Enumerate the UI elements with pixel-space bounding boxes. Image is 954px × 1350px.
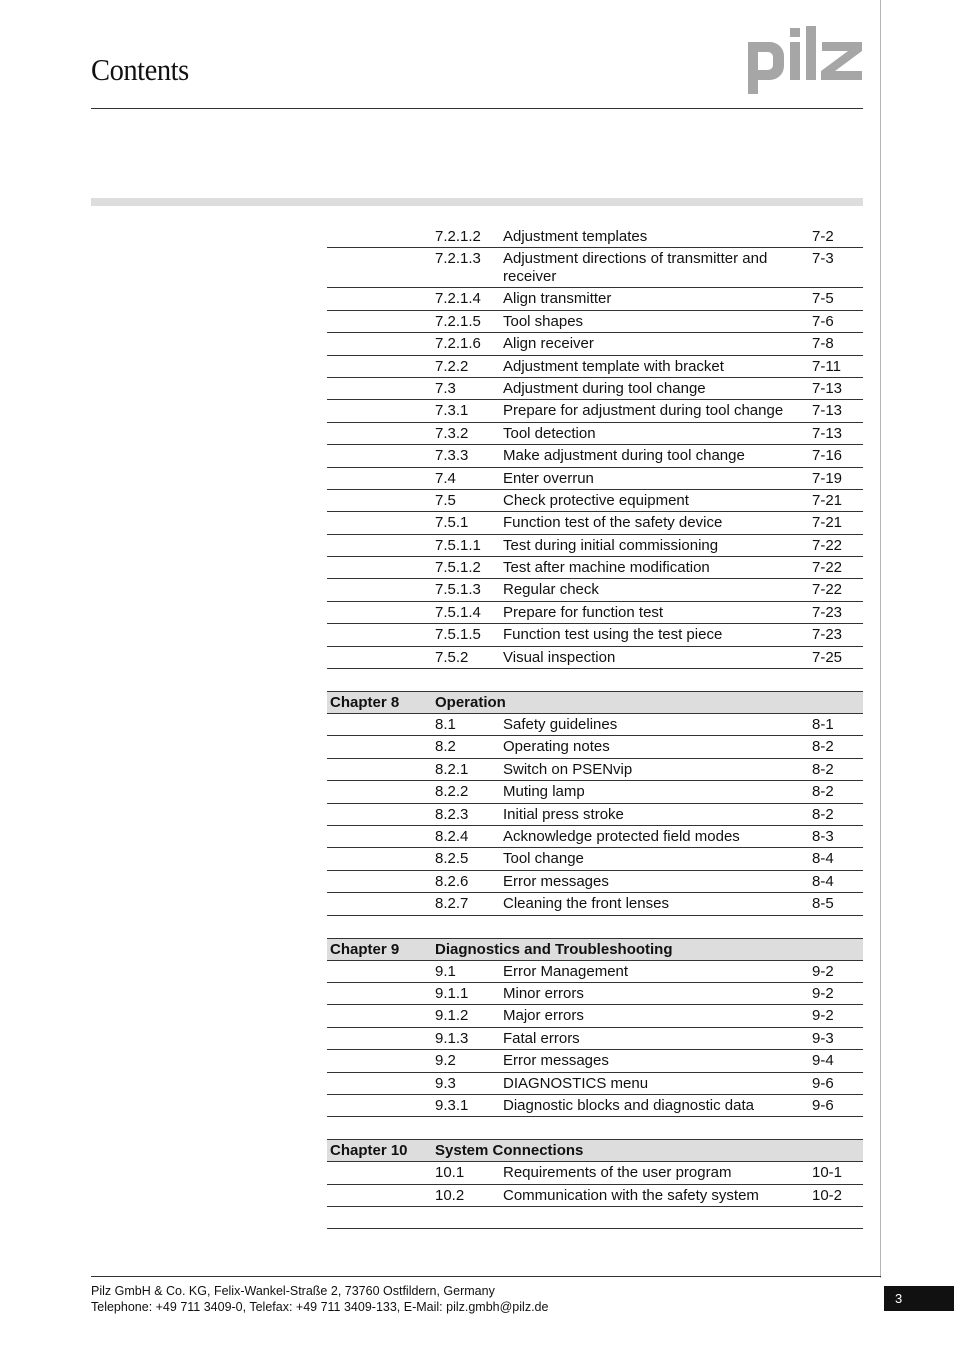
table-of-contents (327, 226, 863, 1229)
toc-entry-number: 9.1.1 (435, 984, 469, 1002)
toc-entry-title: Align receiver (503, 335, 594, 353)
toc-entry-title: Adjustment template with bracket (503, 357, 724, 375)
toc-entry-page: 7-11 (812, 357, 841, 375)
toc-entry-page: 8-5 (812, 895, 834, 913)
toc-entry-page: 7-3 (812, 250, 834, 268)
toc-entry[interactable] (327, 400, 863, 422)
toc-entry[interactable] (327, 961, 863, 983)
header-rule (91, 108, 863, 109)
toc-entry-page: 9-2 (812, 984, 834, 1002)
toc-entry-page: 7-6 (812, 312, 834, 330)
toc-entry-page: 9-3 (812, 1029, 834, 1047)
toc-entry-number: 7.2.1.5 (435, 312, 481, 330)
pilz-logo-mark (746, 18, 866, 98)
toc-entry-title: Operating notes (503, 738, 610, 756)
toc-entry-title: Communication with the safety system (503, 1186, 759, 1204)
toc-entry-title: Switch on PSENvip (503, 760, 633, 778)
toc-entry[interactable] (327, 356, 863, 378)
toc-entry-number: 7.3.2 (435, 424, 469, 442)
toc-entry[interactable] (327, 557, 863, 579)
toc-entry-title: Tool detection (503, 424, 596, 442)
toc-entry-title: Check protective equipment (503, 491, 689, 509)
toc-entry-number: 7.3.3 (435, 447, 469, 465)
toc-entry[interactable] (327, 288, 863, 310)
toc-entry-page: 9-2 (812, 962, 834, 980)
footer-address (91, 1283, 548, 1315)
toc-entry-number: 7.5.2 (435, 648, 469, 666)
toc-entry[interactable] (327, 647, 863, 669)
toc-entry-number: 7.5.1.2 (435, 559, 481, 577)
toc-entry-page: 7-22 (812, 581, 843, 599)
toc-entry-title: Prepare for function test (503, 603, 664, 621)
toc-entry[interactable] (327, 1005, 863, 1027)
toc-entry-title: Acknowledge protected field modes (503, 827, 740, 845)
toc-entry-page: 7-5 (812, 290, 834, 308)
toc-entry-number: 8.2.5 (435, 850, 469, 868)
toc-entry-number: 10.2 (435, 1186, 465, 1204)
right-margin-rule (880, 0, 881, 1278)
toc-entry-page: 7-13 (812, 379, 843, 397)
toc-entry-page: 9-6 (812, 1074, 834, 1092)
toc-entry[interactable] (327, 512, 863, 534)
toc-entry-title: Fatal errors (503, 1029, 580, 1047)
toc-entry[interactable] (327, 1095, 863, 1117)
toc-entry[interactable] (327, 804, 863, 826)
toc-entry-title: Enter overrun (503, 469, 594, 487)
toc-entry[interactable] (327, 714, 863, 736)
toc-entry-page: 10-2 (812, 1186, 843, 1204)
toc-entry-number: 7.2.1.3 (435, 250, 481, 268)
toc-entry-page: 9-6 (812, 1096, 834, 1114)
toc-entry-title: Cleaning the front lenses (503, 895, 669, 913)
toc-entry-page: 7-25 (812, 648, 843, 666)
toc-entry-number: 7.4 (435, 469, 456, 487)
toc-entry-title: Adjustment during tool change (503, 379, 706, 397)
toc-entry-title: Adjustment directions of transmitter and receiver (503, 250, 768, 286)
footer-line-contact: Telephone: +49 711 3409-0, Telefax: +49 711 3409-133, E-Mail: pilz.gmbh@pilz.de (91, 1300, 549, 1314)
toc-entry-title: Tool change (503, 850, 584, 868)
toc-entry-title: Visual inspection (503, 648, 616, 666)
toc-entry[interactable] (327, 535, 863, 557)
toc-entry-title: Error messages (503, 872, 609, 890)
toc-entry-page: 7-8 (812, 335, 834, 353)
toc-entry-title: Major errors (503, 1007, 584, 1025)
chapter-label: Chapter 10 (330, 1142, 408, 1160)
chapter-heading (327, 1139, 863, 1162)
toc-entry[interactable] (327, 983, 863, 1005)
toc-entry-number: 7.2.1.6 (435, 335, 481, 353)
toc-entry-page: 7-22 (812, 559, 843, 577)
toc-entry-number: 8.2.7 (435, 895, 469, 913)
toc-entry-number: 8.2.1 (435, 760, 469, 778)
toc-entry-page: 8-1 (812, 716, 834, 734)
toc-entry-title: Align transmitter (503, 290, 612, 308)
section-gap (327, 669, 863, 691)
toc-entry-number: 7.5 (435, 491, 456, 509)
toc-entry-number: 8.2 (435, 738, 456, 756)
section-band (91, 198, 863, 206)
toc-entry[interactable] (327, 490, 863, 512)
toc-entry-title: Adjustment templates (503, 228, 648, 245)
pilz-logo (746, 18, 866, 98)
toc-entry-title: Test during initial commissioning (503, 536, 719, 554)
toc-entry-number: 8.1 (435, 716, 456, 734)
toc-entry-page: 9-2 (812, 1007, 834, 1025)
toc-entry-number: 7.3 (435, 379, 456, 397)
toc-entry-number: 7.5.1.5 (435, 626, 481, 644)
toc-entry-title: Muting lamp (503, 783, 585, 801)
toc-entry-page: 7-16 (812, 447, 843, 465)
toc-entry-number: 10.1 (435, 1164, 465, 1182)
toc-entry-page: 8-2 (812, 783, 834, 801)
toc-entry-title: Diagnostic blocks and diagnostic data (503, 1096, 754, 1114)
toc-entry-number: 9.3 (435, 1074, 456, 1092)
toc-entry-page: 8-2 (812, 805, 834, 823)
toc-entry-number: 8.2.2 (435, 783, 469, 801)
section-gap (327, 916, 863, 938)
chapter-heading (327, 938, 863, 961)
toc-entry-page: 10-1 (812, 1164, 843, 1182)
toc-entry-title: Function test of the safety device (503, 514, 723, 532)
toc-entry-page: 8-4 (812, 872, 834, 890)
toc-entry-title: Safety guidelines (503, 716, 618, 734)
toc-entry[interactable] (327, 759, 863, 781)
footer-rule (91, 1276, 881, 1277)
chapter-title: System Connections (435, 1142, 584, 1160)
toc-entry[interactable] (327, 826, 863, 848)
toc-entry-title: Test after machine modification (503, 559, 710, 577)
toc-entry-title: Initial press stroke (503, 805, 624, 823)
chapter-title: Diagnostics and Troubleshooting (435, 940, 673, 958)
toc-entry-title: Regular check (503, 581, 599, 599)
toc-entry-page: 7-13 (812, 424, 843, 442)
toc-entry[interactable] (327, 311, 863, 333)
toc-blank-row (327, 1207, 863, 1229)
toc-entry-page: 7-2 (812, 228, 834, 245)
toc-entry[interactable] (327, 736, 863, 758)
toc-entry-number: 9.1 (435, 962, 456, 980)
toc-entry[interactable] (327, 423, 863, 445)
chapter-title: Operation (435, 694, 506, 712)
toc-entry-page: 7-22 (812, 536, 843, 554)
toc-entry[interactable] (327, 1028, 863, 1050)
toc-entry-page: 7-23 (812, 603, 843, 621)
toc-entry[interactable] (327, 1162, 863, 1184)
toc-entry-number: 8.2.4 (435, 827, 469, 845)
toc-entry-page: 7-23 (812, 626, 843, 644)
toc-entry-number: 8.2.3 (435, 805, 469, 823)
toc-entry[interactable] (327, 1050, 863, 1072)
toc-entry-title: Minor errors (503, 984, 584, 1002)
toc-entry[interactable] (327, 333, 863, 355)
toc-entry-page: 7-21 (812, 514, 843, 532)
toc-entry-page: 8-2 (812, 738, 834, 756)
toc-entry[interactable] (327, 624, 863, 646)
chapter-label: Chapter 8 (330, 694, 400, 712)
toc-entry-title: Tool shapes (503, 312, 584, 330)
toc-entry-number: 7.2.2 (435, 357, 469, 375)
toc-entry-page: 8-3 (812, 827, 834, 845)
page-title: Contents (91, 52, 189, 87)
toc-entry-title: DIAGNOSTICS menu (503, 1074, 649, 1092)
toc-entry-number: 7.2.1.4 (435, 290, 481, 308)
chapter-label: Chapter 9 (330, 940, 400, 958)
toc-entry-title: Error Management (503, 962, 629, 980)
toc-entry-page: 7-19 (812, 469, 843, 487)
toc-entry-number: 7.2.1.2 (435, 228, 481, 245)
toc-entry[interactable] (327, 378, 863, 400)
toc-entry-number: 9.2 (435, 1052, 456, 1070)
toc-entry[interactable] (327, 226, 863, 248)
toc-entry[interactable] (327, 871, 863, 893)
toc-entry[interactable] (327, 1073, 863, 1095)
toc-entry[interactable] (327, 248, 863, 288)
toc-entry[interactable] (327, 468, 863, 490)
toc-entry-page: 9-4 (812, 1052, 834, 1070)
toc-entry-number: 7.5.1 (435, 514, 469, 532)
toc-entry-page: 7-13 (812, 402, 843, 420)
toc-entry-number: 7.5.1.4 (435, 603, 481, 621)
footer-line-company: Pilz GmbH & Co. KG, Felix-Wankel-Straße 2, 73760 Ostfildern, Germany (91, 1284, 495, 1298)
toc-entry-title: Requirements of the user program (503, 1164, 732, 1182)
chapter-heading (327, 691, 863, 714)
toc-entry-title: Prepare for adjustment during tool change (503, 402, 784, 420)
toc-entry-title: Make adjustment during tool change (503, 447, 745, 465)
section-gap (327, 1117, 863, 1139)
toc-entry[interactable] (327, 445, 863, 467)
toc-entry-title: Error messages (503, 1052, 609, 1070)
toc-entry-number: 9.3.1 (435, 1096, 469, 1114)
toc-entry[interactable] (327, 602, 863, 624)
toc-entry[interactable] (327, 848, 863, 870)
page-number: 3 (884, 1286, 954, 1311)
toc-entry-page: 8-4 (812, 850, 834, 868)
toc-entry-number: 8.2.6 (435, 872, 469, 890)
toc-entry-number: 9.1.2 (435, 1007, 469, 1025)
toc-entry[interactable] (327, 1185, 863, 1207)
toc-entry-page: 7-21 (812, 491, 843, 509)
toc-entry-number: 7.5.1.3 (435, 581, 481, 599)
toc-entry-number: 9.1.3 (435, 1029, 469, 1047)
toc-entry-title: Function test using the test piece (503, 626, 723, 644)
toc-entry-number: 7.5.1.1 (435, 536, 481, 554)
toc-entry-page: 8-2 (812, 760, 834, 778)
toc-entry[interactable] (327, 893, 863, 915)
toc-entry[interactable] (327, 579, 863, 601)
toc-entry-number: 7.3.1 (435, 402, 469, 420)
toc-entry[interactable] (327, 781, 863, 803)
